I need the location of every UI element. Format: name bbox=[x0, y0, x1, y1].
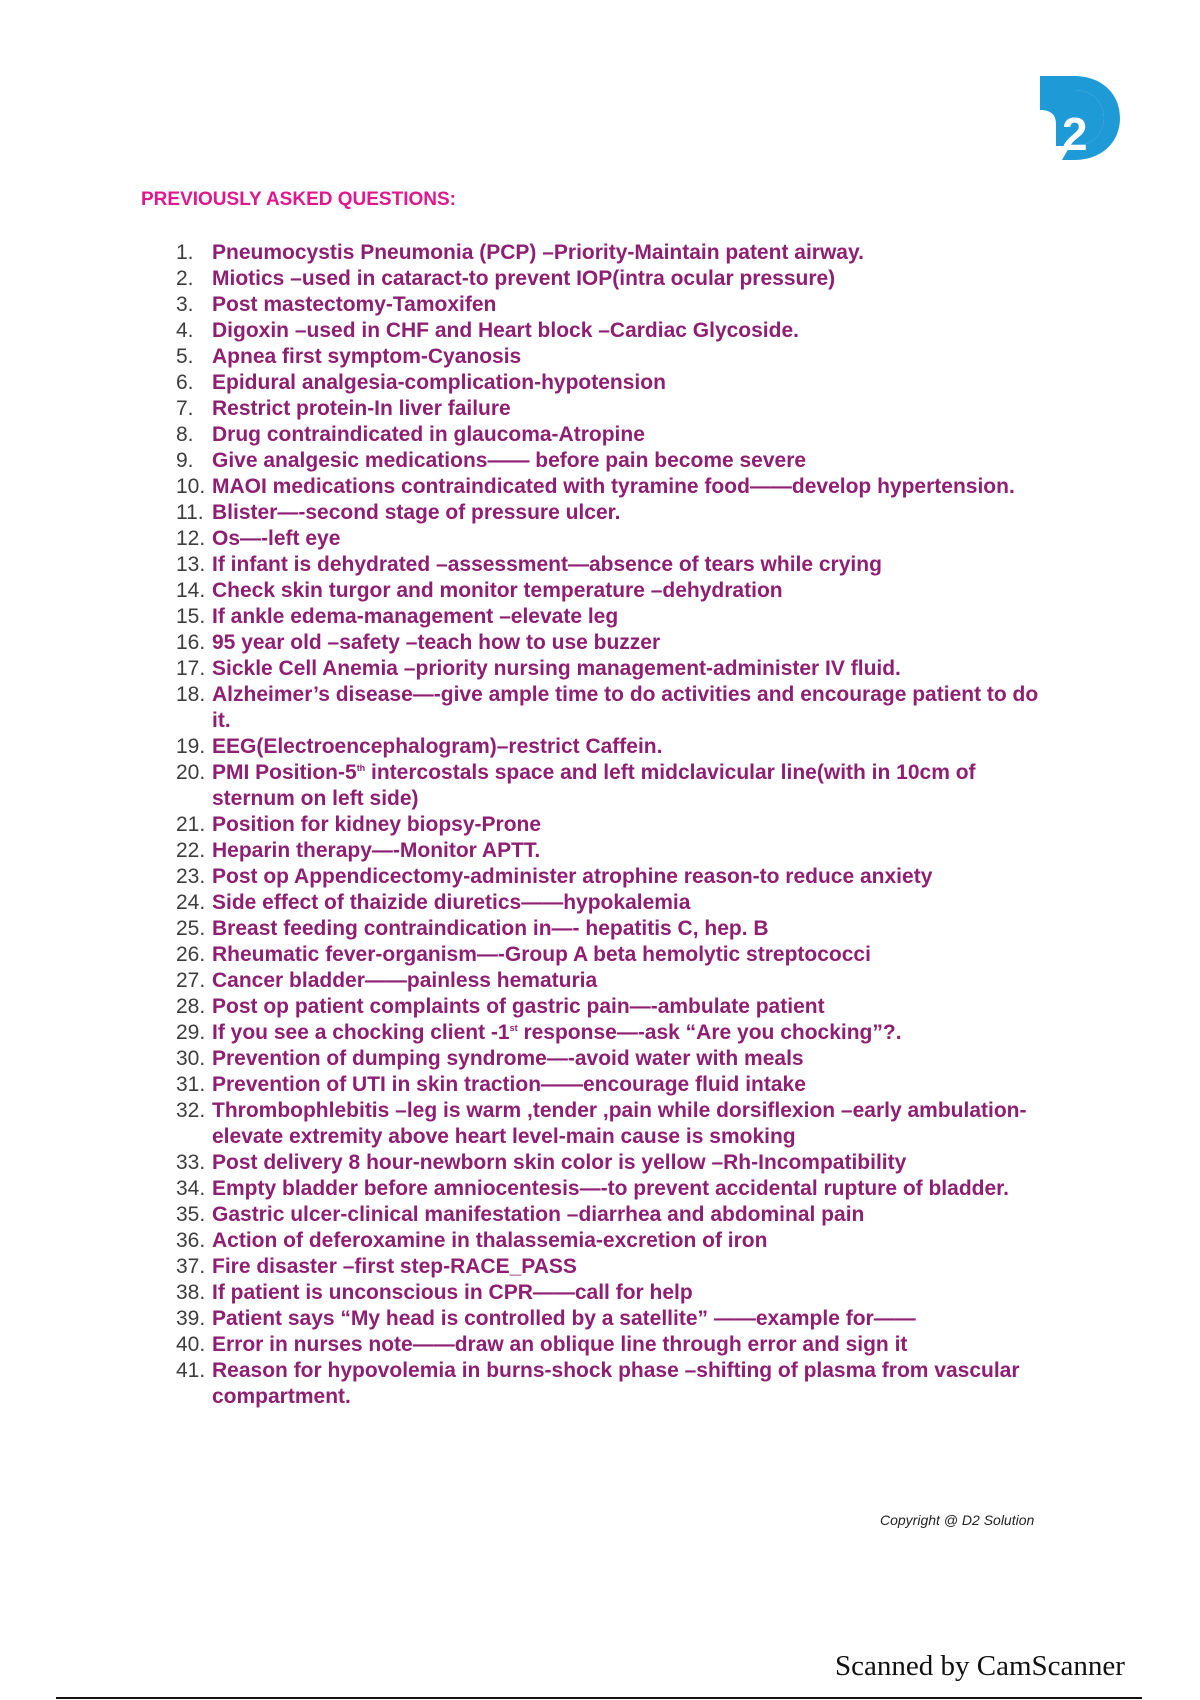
question-text: Gastric ulcer-clinical manifestation –diarrhea and abdominal pain bbox=[212, 1203, 865, 1226]
question-text: Reason for hypovolemia in burns-shock phase –shifting of plasma from vascular compartment. bbox=[212, 1359, 1020, 1408]
question-item bbox=[176, 370, 1056, 396]
question-number: 31. bbox=[176, 1073, 206, 1096]
question-number: 25. bbox=[176, 917, 206, 940]
question-number: 38. bbox=[176, 1281, 206, 1304]
question-text: Pneumocystis Pneumonia (PCP) –Priority-Maintain patent airway. bbox=[212, 241, 864, 264]
question-item bbox=[176, 604, 1056, 630]
questions-list bbox=[176, 240, 1056, 1410]
ordinal-suffix: th bbox=[356, 763, 366, 773]
question-item bbox=[176, 1150, 1056, 1176]
question-item bbox=[176, 812, 1056, 838]
question-number: 18. bbox=[176, 683, 206, 706]
question-number: 3. bbox=[176, 293, 194, 316]
question-text: Post delivery 8 hour-newborn skin color is yellow –Rh-Incompatibility bbox=[212, 1151, 907, 1174]
question-number: 28. bbox=[176, 995, 206, 1018]
question-item bbox=[176, 240, 1056, 266]
question-text: Fire disaster –first step-RACE_PASS bbox=[212, 1255, 577, 1278]
question-number: 7. bbox=[176, 397, 194, 420]
question-number: 36. bbox=[176, 1229, 206, 1252]
question-text: Blister—-second stage of pressure ulcer. bbox=[212, 501, 621, 524]
question-text: Apnea first symptom-Cyanosis bbox=[212, 345, 522, 368]
question-number: 5. bbox=[176, 345, 194, 368]
question-number: 39. bbox=[176, 1307, 206, 1330]
question-number: 22. bbox=[176, 839, 206, 862]
question-text: Breast feeding contraindication in—- hepatitis C, hep. B bbox=[212, 917, 769, 940]
question-text: Epidural analgesia-complication-hypotension bbox=[212, 371, 666, 394]
d2-logo-icon bbox=[1036, 70, 1122, 164]
question-number: 4. bbox=[176, 319, 194, 342]
question-item bbox=[176, 526, 1056, 552]
question-number: 40. bbox=[176, 1333, 206, 1356]
question-text: 95 year old –safety –teach how to use buzzer bbox=[212, 631, 661, 654]
section-title: PREVIOUSLY ASKED QUESTIONS: bbox=[141, 189, 456, 210]
question-item bbox=[176, 890, 1056, 916]
question-item bbox=[176, 552, 1056, 578]
question-item bbox=[176, 1046, 1056, 1072]
question-number: 29. bbox=[176, 1021, 206, 1044]
question-number: 34. bbox=[176, 1177, 206, 1200]
question-text: Patient says “My head is controlled by a satellite” ——example for—— bbox=[212, 1307, 916, 1330]
question-number: 30. bbox=[176, 1047, 206, 1070]
question-number: 12. bbox=[176, 527, 206, 550]
copyright-notice: Copyright @ D2 Solution bbox=[880, 1512, 1035, 1528]
question-text: Empty bladder before amniocentesis—-to prevent accidental rupture of bladder. bbox=[212, 1177, 1010, 1200]
question-text: Thrombophlebitis –leg is warm ,tender ,pain while dorsiflexion –early ambulation-elevate extremity above heart level-main cause is smoking bbox=[212, 1099, 1027, 1148]
question-item bbox=[176, 292, 1056, 318]
question-number: 33. bbox=[176, 1151, 206, 1174]
question-item bbox=[176, 1358, 1056, 1410]
question-number: 10. bbox=[176, 475, 206, 498]
question-number: 15. bbox=[176, 605, 206, 628]
question-text bbox=[212, 1021, 902, 1044]
question-number: 9. bbox=[176, 449, 194, 472]
question-text: If patient is unconscious in CPR——call for help bbox=[212, 1281, 693, 1304]
question-number: 37. bbox=[176, 1255, 206, 1278]
question-item bbox=[176, 266, 1056, 292]
question-number: 8. bbox=[176, 423, 194, 446]
question-text: Drug contraindicated in glaucoma-Atropine bbox=[212, 423, 645, 446]
scanner-watermark: Scanned by CamScanner bbox=[835, 1650, 1125, 1682]
question-number: 19. bbox=[176, 735, 206, 758]
d2-logo-digit: 2 bbox=[1062, 108, 1088, 160]
question-number: 26. bbox=[176, 943, 206, 966]
question-text: Side effect of thaizide diuretics——hypokalemia bbox=[212, 891, 691, 914]
question-text: EEG(Electroencephalogram)–restrict Caffein. bbox=[212, 735, 663, 758]
question-text: Post mastectomy-Tamoxifen bbox=[212, 293, 497, 316]
question-item bbox=[176, 760, 1056, 812]
question-item bbox=[176, 344, 1056, 370]
question-item bbox=[176, 1306, 1056, 1332]
question-number: 6. bbox=[176, 371, 194, 394]
question-number: 14. bbox=[176, 579, 206, 602]
question-text-part: response—-ask “Are you chocking”?. bbox=[517, 1021, 902, 1044]
question-text: Check skin turgor and monitor temperature –dehydration bbox=[212, 579, 783, 602]
question-text: Action of deferoxamine in thalassemia-excretion of iron bbox=[212, 1229, 768, 1252]
question-item bbox=[176, 578, 1056, 604]
question-text: Digoxin –used in CHF and Heart block –Cardiac Glycoside. bbox=[212, 319, 799, 342]
question-text: Post op Appendicectomy-administer atrophine reason-to reduce anxiety bbox=[212, 865, 933, 888]
question-text: MAOI medications contraindicated with tyramine food——develop hypertension. bbox=[212, 475, 1015, 498]
question-item bbox=[176, 1254, 1056, 1280]
question-item bbox=[176, 1176, 1056, 1202]
question-text: Os—-left eye bbox=[212, 527, 341, 550]
question-text-part: If you see a chocking client -1 bbox=[212, 1021, 510, 1044]
question-item bbox=[176, 968, 1056, 994]
question-number: 13. bbox=[176, 553, 206, 576]
question-item bbox=[176, 1280, 1056, 1306]
question-text: Error in nurses note——draw an oblique line through error and sign it bbox=[212, 1333, 908, 1356]
question-text: Give analgesic medications—— before pain become severe bbox=[212, 449, 807, 472]
question-text: Alzheimer’s disease—-give ample time to do activities and encourage patient to do it. bbox=[212, 683, 1039, 732]
question-item bbox=[176, 916, 1056, 942]
question-text: Prevention of UTI in skin traction——encourage fluid intake bbox=[212, 1073, 806, 1096]
question-text: Position for kidney biopsy-Prone bbox=[212, 813, 542, 836]
question-item bbox=[176, 1020, 1056, 1046]
question-item bbox=[176, 734, 1056, 760]
question-text: Post op patient complaints of gastric pain—-ambulate patient bbox=[212, 995, 825, 1018]
question-text: Cancer bladder——painless hematuria bbox=[212, 969, 598, 992]
question-number: 21. bbox=[176, 813, 206, 836]
question-item bbox=[176, 1202, 1056, 1228]
question-number: 16. bbox=[176, 631, 206, 654]
question-item bbox=[176, 838, 1056, 864]
question-text bbox=[212, 761, 976, 810]
question-text-part: intercostals space and left midclavicular line(with in 10cm of sternum on left side) bbox=[212, 761, 976, 810]
question-text: If ankle edema-management –elevate leg bbox=[212, 605, 619, 628]
question-number: 24. bbox=[176, 891, 206, 914]
question-item bbox=[176, 422, 1056, 448]
question-text: Rheumatic fever-organism—-Group A beta hemolytic streptococci bbox=[212, 943, 871, 966]
ordinal-suffix: st bbox=[509, 1023, 518, 1033]
question-number: 41. bbox=[176, 1359, 206, 1382]
question-text: Sickle Cell Anemia –priority nursing management-administer IV fluid. bbox=[212, 657, 901, 680]
question-number: 1. bbox=[176, 241, 194, 264]
question-item bbox=[176, 448, 1056, 474]
question-text-part: PMI Position-5 bbox=[212, 761, 357, 784]
question-item bbox=[176, 1228, 1056, 1254]
question-number: 27. bbox=[176, 969, 206, 992]
question-text: If infant is dehydrated –assessment—absence of tears while crying bbox=[212, 553, 882, 576]
question-number: 32. bbox=[176, 1099, 206, 1122]
question-item bbox=[176, 942, 1056, 968]
question-item bbox=[176, 318, 1056, 344]
question-text: Heparin therapy—-Monitor APTT. bbox=[212, 839, 541, 862]
question-text: Restrict protein-In liver failure bbox=[212, 397, 511, 420]
question-item bbox=[176, 656, 1056, 682]
question-number: 17. bbox=[176, 657, 206, 680]
question-item bbox=[176, 1332, 1056, 1358]
question-item bbox=[176, 1072, 1056, 1098]
question-number: 23. bbox=[176, 865, 206, 888]
question-text: Miotics –used in cataract-to prevent IOP(intra ocular pressure) bbox=[212, 267, 836, 290]
question-item bbox=[176, 396, 1056, 422]
question-text: Prevention of dumping syndrome—-avoid water with meals bbox=[212, 1047, 804, 1070]
question-item bbox=[176, 1098, 1056, 1150]
question-item bbox=[176, 994, 1056, 1020]
question-item bbox=[176, 500, 1056, 526]
bottom-divider bbox=[56, 1697, 1142, 1699]
question-item bbox=[176, 864, 1056, 890]
question-number: 20. bbox=[176, 761, 206, 784]
question-item bbox=[176, 474, 1056, 500]
question-number: 2. bbox=[176, 267, 194, 290]
question-number: 35. bbox=[176, 1203, 206, 1226]
question-item bbox=[176, 630, 1056, 656]
question-number: 11. bbox=[176, 501, 204, 524]
question-item bbox=[176, 682, 1056, 734]
